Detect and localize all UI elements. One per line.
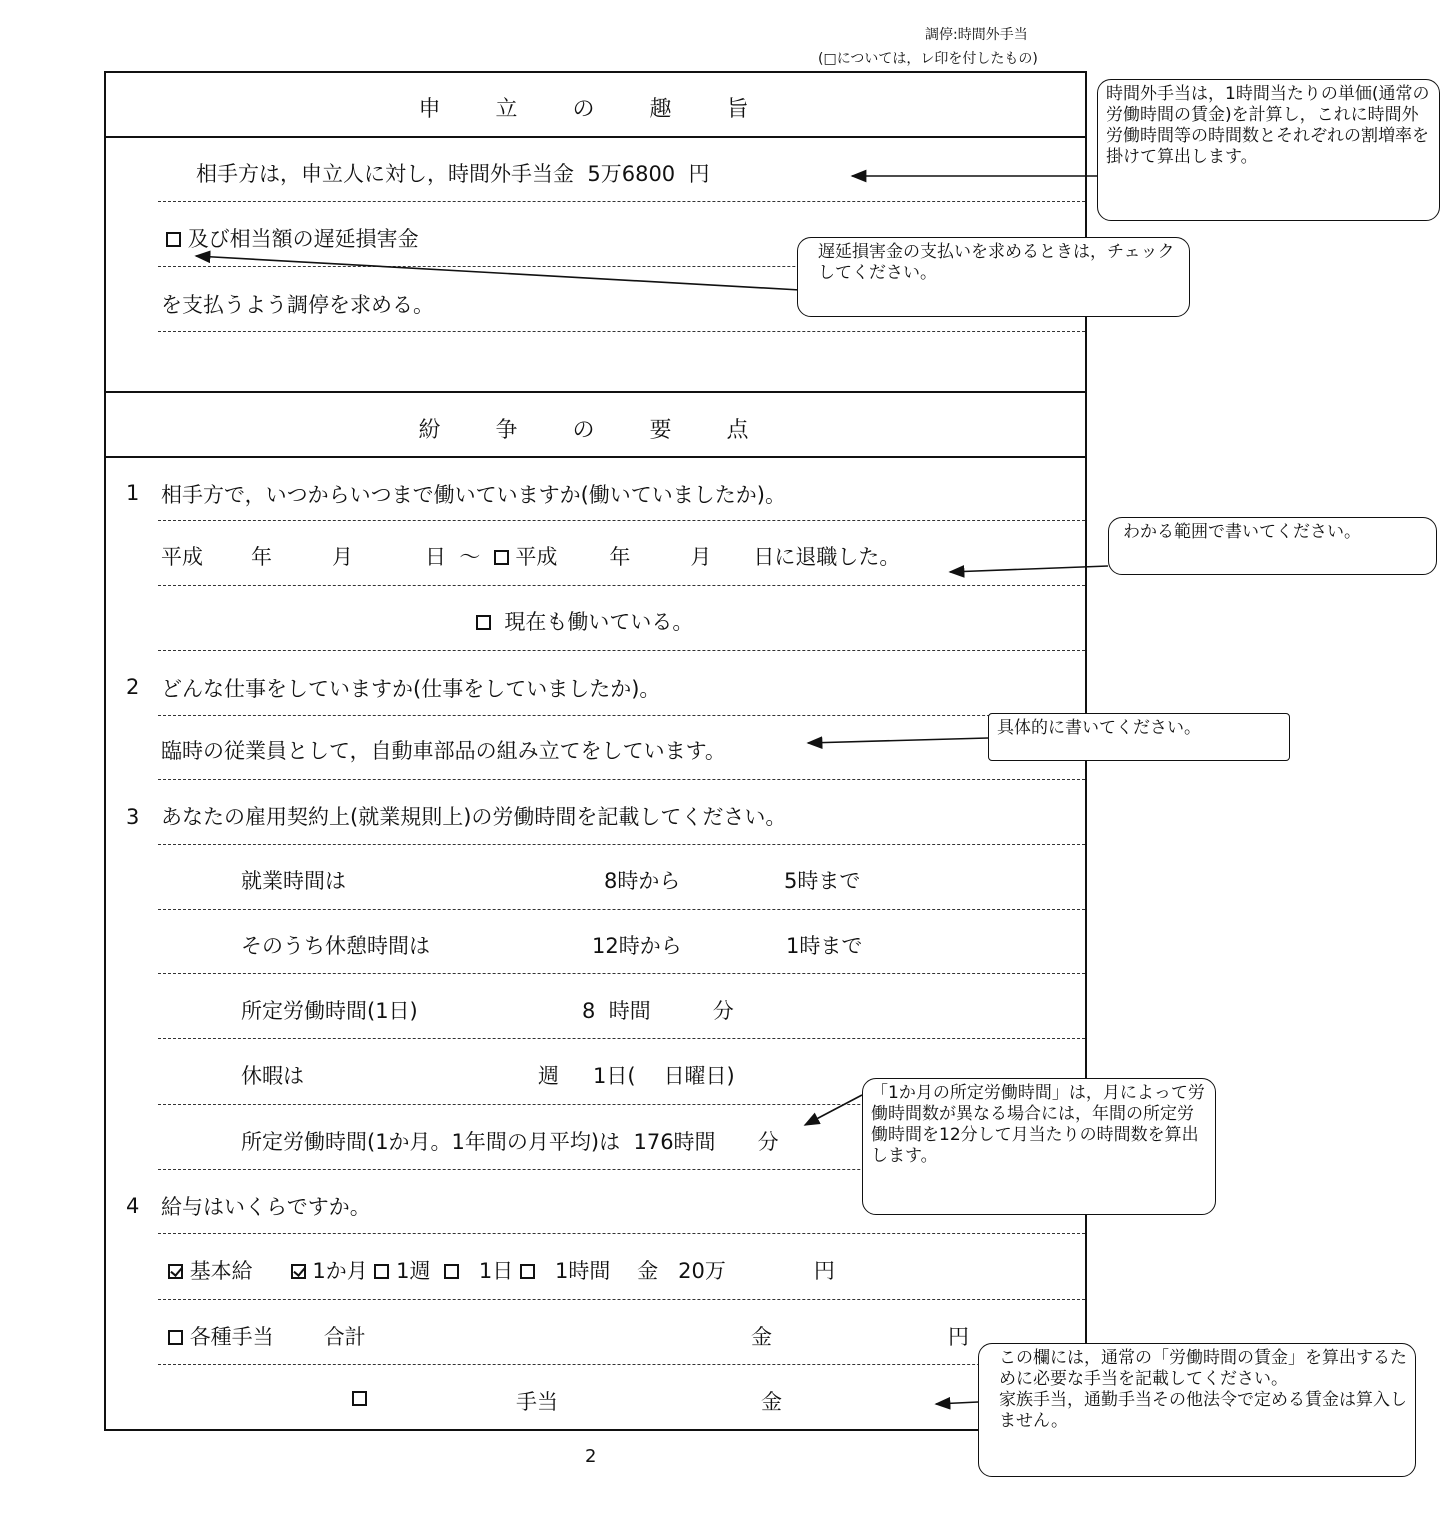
callout-delay: 遅延損害金の支払いを求めるときは，チェックしてください。 (797, 237, 1190, 317)
holiday-label: 休暇は (241, 1064, 304, 1088)
break-to: 1時まで (786, 934, 863, 958)
break-from: 12時から (592, 934, 682, 958)
daily-hours-value: 8 時間 分 (582, 999, 734, 1023)
allowance-item-kin: 金 (761, 1390, 782, 1414)
callout-overtime: 時間外手当は，1時間当たりの単価(通常の労働時間の賃金)を計算し，これに時間外労働時間等の時間数とそれぞれの割増率を掛けて算出します。 (1097, 79, 1440, 221)
q4-number: 4 (126, 1194, 140, 1218)
petition-amount: 5万6800 (587, 162, 676, 186)
allowances-kin: 金 (751, 1325, 772, 1349)
callout-monthly: 「1か月の所定労働時間」は，月によって労働時間数が異なる場合には，年間の所定労働時間を12分して月当たりの時間数を算出します。 (862, 1078, 1216, 1215)
petition-line1: 相手方は，申立人に対し，時間外手当金 5万6800 円 (196, 162, 710, 186)
q2-text: どんな仕事をしていますか(仕事をしていましたか)。 (161, 677, 661, 701)
petition-title: 申 立 の 趣 旨 (418, 97, 773, 122)
callout-allowance: この欄には，通常の「労働時間の賃金」を算出するために必要な手当を記載してください。 家族手当，通勤手当その他法令で定める賃金は算入しません。 (978, 1343, 1416, 1477)
allowance-item-label: 手当 (516, 1390, 558, 1414)
allowances-line: 各種手当 合計 (168, 1321, 366, 1351)
daily-hours-label: 所定労働時間(1日) (241, 999, 418, 1023)
work-hours-from: 8時から (604, 869, 681, 893)
q4-text: 給与はいくらですか。 (161, 1195, 371, 1219)
monthly-hours-line: 所定労働時間(1か月。1年間の月平均)は 176時間 分 (241, 1130, 779, 1154)
work-hours-to: 5時まで (784, 869, 861, 893)
work-hours-label: 就業時間は (241, 869, 346, 893)
checkbox-note: (□については，レ印を付したもの) (818, 51, 1038, 67)
base-pay-amount: 20万 (678, 1259, 726, 1283)
holiday-value: 週 1日( 日曜日) (538, 1064, 735, 1088)
petition-line3: を支払うよう調停を求める。 (161, 293, 434, 317)
q1-current-line: 現在も働いている。 (476, 606, 693, 636)
q2-number: 2 (126, 675, 140, 699)
dispute-title: 紛 争 の 要 点 (418, 418, 773, 443)
q2-answer: 臨時の従業員として，自動車部品の組み立てをしています。 (161, 739, 726, 763)
q1-period-line: 平成 年 月 日 ～ 平成 年 月 日に退職した。 (161, 545, 901, 569)
form-type-label: 調停:時間外手当 (925, 27, 1028, 43)
q1-text: 相手方で，いつからいつまで働いていますか(働いていましたか)。 (161, 483, 786, 507)
break-label: そのうち休憩時間は (241, 934, 430, 958)
q3-number: 3 (126, 805, 140, 829)
q3-text: あなたの雇用契約上(就業規則上)の労働時間を記載してください。 (161, 805, 787, 829)
delay-damages-line: 及び相当額の遅延損害金 (166, 223, 419, 253)
base-pay-line: 基本給 1か月 1週 1日 1時間 金 20万 円 (168, 1255, 835, 1285)
q1-number: 1 (126, 481, 140, 505)
callout-range: わかる範囲で書いてください。 (1108, 517, 1437, 575)
page-number: 2 (585, 1446, 597, 1467)
allowances-yen: 円 (948, 1325, 969, 1349)
monthly-hours-value: 176時間 (633, 1130, 716, 1154)
callout-specific: 具体的に書いてください。 (988, 713, 1290, 761)
